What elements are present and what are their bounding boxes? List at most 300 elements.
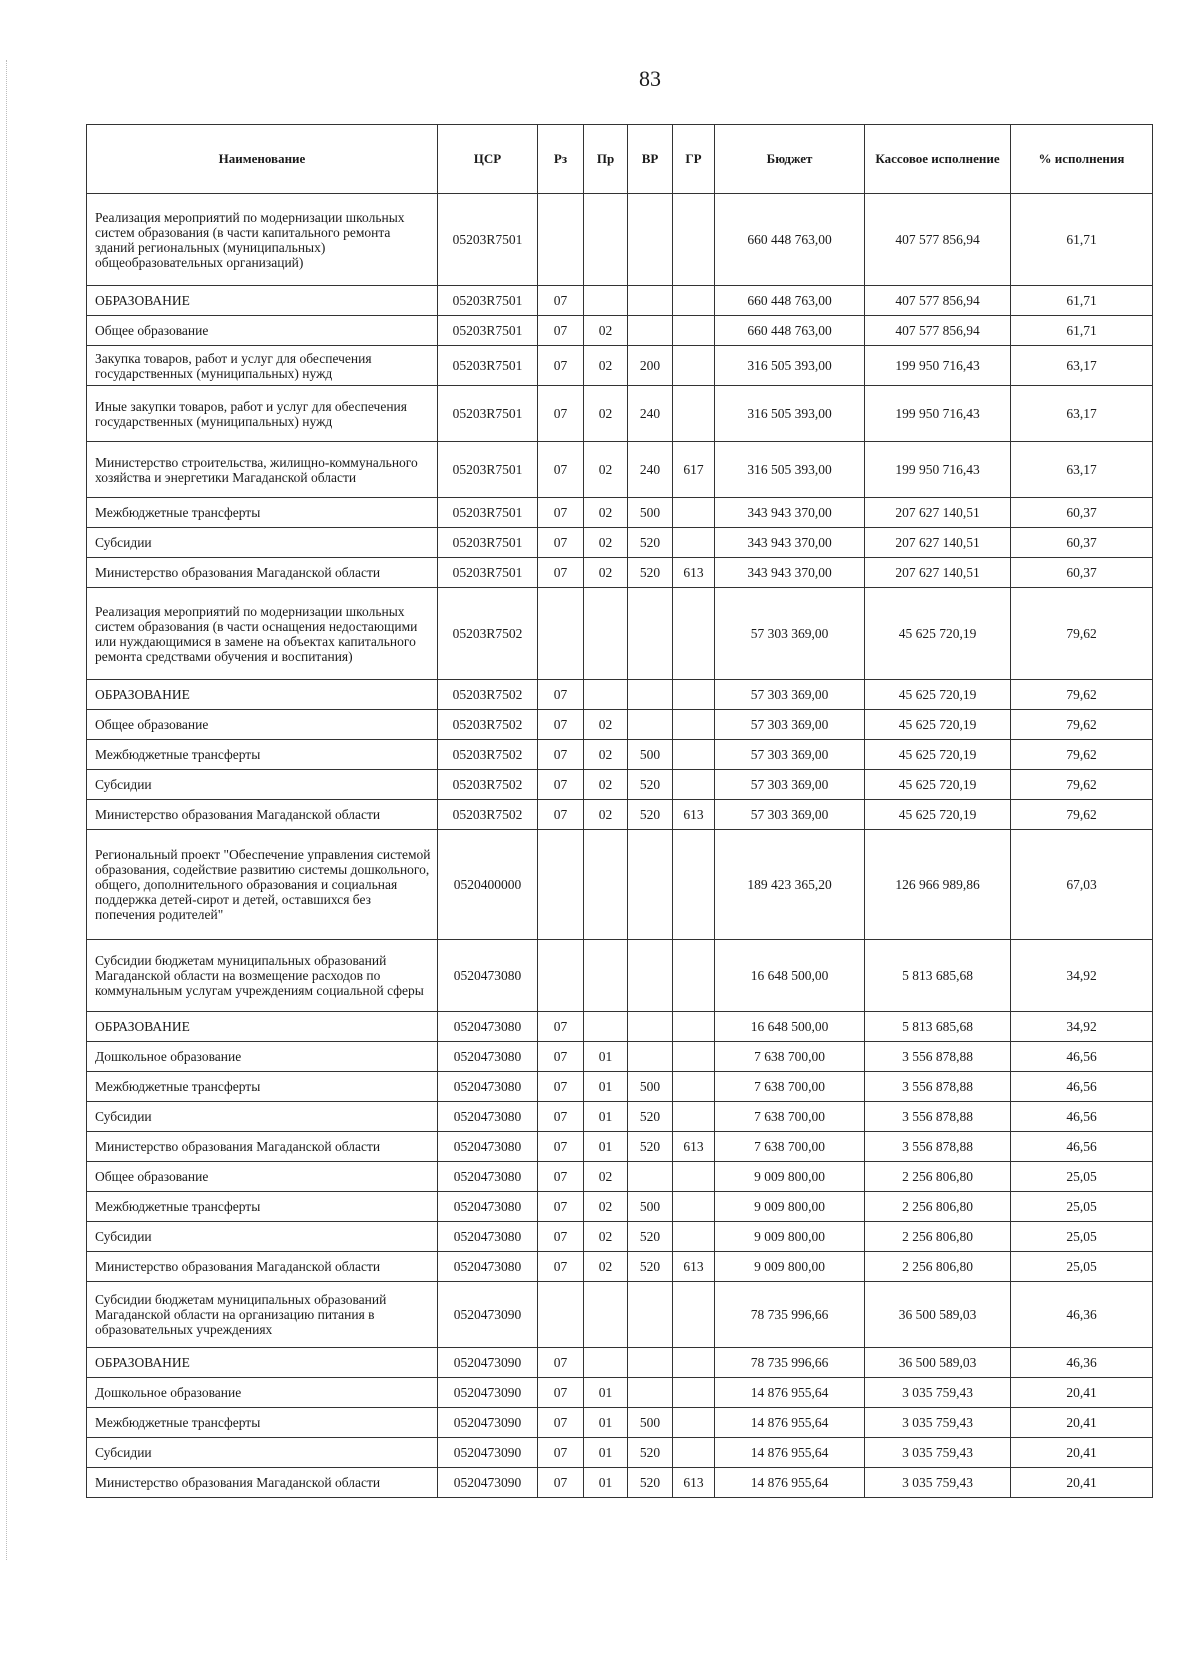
row-name: Межбюджетные трансферты [87,1072,438,1102]
row-pr: 02 [584,558,628,588]
row-gr [673,1408,715,1438]
row-percent-execution: 61,71 [1011,286,1153,316]
row-gr [673,770,715,800]
row-percent-execution: 63,17 [1011,442,1153,498]
row-csr: 05203R7502 [438,740,538,770]
row-rz: 07 [538,740,584,770]
row-rz [538,1282,584,1348]
row-name: Субсидии [87,770,438,800]
row-percent-execution: 60,37 [1011,558,1153,588]
row-gr [673,588,715,680]
row-csr: 05203R7501 [438,498,538,528]
row-rz: 07 [538,1222,584,1252]
row-rz: 07 [538,1468,584,1498]
row-budget: 343 943 370,00 [715,528,865,558]
row-rz: 07 [538,1132,584,1162]
row-rz [538,588,584,680]
row-pr [584,286,628,316]
row-cash-execution: 45 625 720,19 [865,680,1011,710]
header-percent-execution: % исполнения [1011,125,1153,194]
row-name: Дошкольное образование [87,1378,438,1408]
row-rz: 07 [538,528,584,558]
row-budget: 57 303 369,00 [715,588,865,680]
table-row [87,498,1153,528]
row-budget: 316 505 393,00 [715,442,865,498]
row-percent-execution: 60,37 [1011,528,1153,558]
table-row [87,1282,1153,1348]
row-pr: 01 [584,1042,628,1072]
row-gr [673,1282,715,1348]
row-vr: 520 [628,800,673,830]
table-row [87,1162,1153,1192]
row-rz: 07 [538,1438,584,1468]
row-vr [628,1348,673,1378]
row-vr: 500 [628,740,673,770]
header-budget: Бюджет [715,125,865,194]
row-name: Межбюджетные трансферты [87,498,438,528]
header-rz: Рз [538,125,584,194]
row-percent-execution: 46,56 [1011,1042,1153,1072]
row-pr: 02 [584,528,628,558]
table-row [87,588,1153,680]
row-vr: 520 [628,1132,673,1162]
row-percent-execution: 63,17 [1011,386,1153,442]
row-csr: 05203R7501 [438,528,538,558]
row-cash-execution: 3 035 759,43 [865,1438,1011,1468]
row-vr: 520 [628,558,673,588]
row-cash-execution: 207 627 140,51 [865,528,1011,558]
table-row [87,1072,1153,1102]
row-budget: 343 943 370,00 [715,558,865,588]
row-cash-execution: 36 500 589,03 [865,1348,1011,1378]
row-name: Министерство образования Магаданской области [87,1132,438,1162]
row-rz: 07 [538,1072,584,1102]
header-vr: ВР [628,125,673,194]
row-cash-execution: 3 035 759,43 [865,1468,1011,1498]
row-name: Реализация мероприятий по модернизации школьных систем образования (в части капитального ремонта зданий региональных (муниципальных) общеобразовательных организаций) [87,194,438,286]
table-row [87,286,1153,316]
row-csr: 0520473080 [438,1042,538,1072]
table-row [87,1132,1153,1162]
row-gr [673,830,715,940]
row-name: Субсидии [87,1438,438,1468]
row-csr: 0520473090 [438,1438,538,1468]
row-vr [628,1378,673,1408]
row-cash-execution: 407 577 856,94 [865,286,1011,316]
row-csr: 0520473090 [438,1348,538,1378]
row-percent-execution: 46,56 [1011,1132,1153,1162]
table-row [87,442,1153,498]
row-pr: 02 [584,346,628,386]
header-name: Наименование [87,125,438,194]
row-name: Межбюджетные трансферты [87,1408,438,1438]
row-vr: 500 [628,498,673,528]
row-percent-execution: 20,41 [1011,1378,1153,1408]
row-csr: 05203R7502 [438,588,538,680]
row-vr [628,588,673,680]
row-pr: 01 [584,1438,628,1468]
row-name: Общее образование [87,316,438,346]
row-cash-execution: 207 627 140,51 [865,558,1011,588]
row-csr: 05203R7501 [438,316,538,346]
row-gr [673,194,715,286]
table-row [87,1042,1153,1072]
row-gr [673,740,715,770]
row-pr [584,1012,628,1042]
row-budget: 189 423 365,20 [715,830,865,940]
row-cash-execution: 45 625 720,19 [865,800,1011,830]
row-cash-execution: 45 625 720,19 [865,710,1011,740]
row-cash-execution: 2 256 806,80 [865,1162,1011,1192]
row-pr [584,194,628,286]
row-cash-execution: 3 035 759,43 [865,1408,1011,1438]
row-pr: 02 [584,442,628,498]
table-row [87,710,1153,740]
row-gr [673,286,715,316]
row-rz: 07 [538,1408,584,1438]
table-row [87,1408,1153,1438]
row-percent-execution: 34,92 [1011,1012,1153,1042]
row-percent-execution: 25,05 [1011,1222,1153,1252]
row-pr: 02 [584,740,628,770]
row-csr: 0520473090 [438,1282,538,1348]
row-gr [673,528,715,558]
row-name: Региональный проект "Обеспечение управления системой образования, содействие развитию системы дошкольного, общего, дополнительного образования и социальная поддержка детей-сирот и детей, оставшихся без попечения родителей" [87,830,438,940]
row-name: Реализация мероприятий по модернизации школьных систем образования (в части оснащения недостающими или нуждающимися в замене на объектах капитального ремонта средствами обучения и воспитания) [87,588,438,680]
row-cash-execution: 2 256 806,80 [865,1252,1011,1282]
table-row [87,800,1153,830]
row-pr [584,830,628,940]
row-pr: 01 [584,1408,628,1438]
row-name: Субсидии [87,528,438,558]
header-csr: ЦСР [438,125,538,194]
table-row [87,1438,1153,1468]
row-csr: 0520473080 [438,940,538,1012]
row-csr: 05203R7501 [438,386,538,442]
row-pr: 02 [584,498,628,528]
row-name: Закупка товаров, работ и услуг для обеспечения государственных (муниципальных) нужд [87,346,438,386]
row-rz: 07 [538,346,584,386]
row-gr [673,1072,715,1102]
row-name: Министерство образования Магаданской области [87,1468,438,1498]
row-percent-execution: 46,36 [1011,1348,1153,1378]
row-pr: 02 [584,1222,628,1252]
row-budget: 57 303 369,00 [715,710,865,740]
row-budget: 78 735 996,66 [715,1282,865,1348]
table-header [87,125,1153,194]
table-body [87,194,1153,1498]
row-name: Субсидии [87,1222,438,1252]
row-pr [584,1348,628,1378]
table-row [87,830,1153,940]
row-gr [673,1378,715,1408]
row-budget: 7 638 700,00 [715,1102,865,1132]
row-percent-execution: 20,41 [1011,1468,1153,1498]
row-gr [673,498,715,528]
row-gr: 613 [673,800,715,830]
row-vr [628,1042,673,1072]
row-cash-execution: 3 556 878,88 [865,1042,1011,1072]
header-row [87,125,1153,194]
row-budget: 660 448 763,00 [715,286,865,316]
row-pr: 01 [584,1132,628,1162]
budget-execution-table [86,124,1153,1498]
row-name: Субсидии [87,1102,438,1132]
row-gr [673,1162,715,1192]
row-csr: 05203R7501 [438,194,538,286]
row-vr [628,1012,673,1042]
row-vr: 500 [628,1408,673,1438]
row-budget: 7 638 700,00 [715,1072,865,1102]
table-row [87,740,1153,770]
row-cash-execution: 45 625 720,19 [865,740,1011,770]
row-gr [673,316,715,346]
row-vr: 520 [628,1468,673,1498]
row-vr: 240 [628,442,673,498]
row-pr: 02 [584,1252,628,1282]
row-percent-execution: 60,37 [1011,498,1153,528]
row-vr: 520 [628,1252,673,1282]
row-rz: 07 [538,558,584,588]
row-name: Дошкольное образование [87,1042,438,1072]
row-cash-execution: 199 950 716,43 [865,442,1011,498]
row-vr [628,194,673,286]
table-row [87,346,1153,386]
row-rz: 07 [538,1042,584,1072]
row-cash-execution: 407 577 856,94 [865,194,1011,286]
page-number: 83 [639,66,661,91]
row-vr: 500 [628,1192,673,1222]
row-percent-execution: 67,03 [1011,830,1153,940]
row-csr: 0520473090 [438,1468,538,1498]
row-pr [584,588,628,680]
row-pr: 02 [584,1192,628,1222]
row-rz: 07 [538,386,584,442]
row-name: Иные закупки товаров, работ и услуг для обеспечения государственных (муниципальных) нужд [87,386,438,442]
table-row [87,1192,1153,1222]
row-percent-execution: 61,71 [1011,316,1153,346]
row-budget: 57 303 369,00 [715,680,865,710]
row-name: Субсидии бюджетам муниципальных образований Магаданской области на организацию питания в образовательных учреждениях [87,1282,438,1348]
row-cash-execution: 5 813 685,68 [865,1012,1011,1042]
budget-table-container [86,124,1152,1498]
row-percent-execution: 46,36 [1011,1282,1153,1348]
row-csr: 0520400000 [438,830,538,940]
row-cash-execution: 126 966 989,86 [865,830,1011,940]
row-pr: 01 [584,1378,628,1408]
table-row [87,770,1153,800]
row-budget: 7 638 700,00 [715,1042,865,1072]
row-cash-execution: 36 500 589,03 [865,1282,1011,1348]
row-vr: 520 [628,1222,673,1252]
row-cash-execution: 5 813 685,68 [865,940,1011,1012]
row-percent-execution: 46,56 [1011,1072,1153,1102]
row-name: ОБРАЗОВАНИЕ [87,1012,438,1042]
row-cash-execution: 3 556 878,88 [865,1132,1011,1162]
row-vr: 240 [628,386,673,442]
row-name: Министерство образования Магаданской области [87,1252,438,1282]
row-budget: 7 638 700,00 [715,1132,865,1162]
row-csr: 05203R7501 [438,442,538,498]
row-budget: 78 735 996,66 [715,1348,865,1378]
row-budget: 16 648 500,00 [715,1012,865,1042]
row-rz: 07 [538,1192,584,1222]
row-cash-execution: 199 950 716,43 [865,386,1011,442]
row-percent-execution: 79,62 [1011,710,1153,740]
row-budget: 14 876 955,64 [715,1408,865,1438]
row-vr: 200 [628,346,673,386]
row-gr: 613 [673,1132,715,1162]
row-gr [673,1012,715,1042]
row-cash-execution: 45 625 720,19 [865,770,1011,800]
row-csr: 05203R7502 [438,800,538,830]
row-rz: 07 [538,800,584,830]
row-name: Министерство образования Магаданской области [87,800,438,830]
table-row [87,386,1153,442]
row-budget: 57 303 369,00 [715,740,865,770]
row-name: ОБРАЗОВАНИЕ [87,286,438,316]
row-rz: 07 [538,680,584,710]
header-cash-execution: Кассовое исполнение [865,125,1011,194]
row-percent-execution: 79,62 [1011,800,1153,830]
row-percent-execution: 79,62 [1011,740,1153,770]
row-rz: 07 [538,1378,584,1408]
row-rz [538,830,584,940]
row-name: Межбюджетные трансферты [87,740,438,770]
row-cash-execution: 3 556 878,88 [865,1072,1011,1102]
row-percent-execution: 46,56 [1011,1102,1153,1132]
row-name: Межбюджетные трансферты [87,1192,438,1222]
row-budget: 9 009 800,00 [715,1252,865,1282]
row-csr: 0520473080 [438,1162,538,1192]
row-name: Общее образование [87,710,438,740]
row-budget: 16 648 500,00 [715,940,865,1012]
row-gr: 617 [673,442,715,498]
row-cash-execution: 407 577 856,94 [865,316,1011,346]
table-row [87,1102,1153,1132]
row-rz: 07 [538,1348,584,1378]
row-rz: 07 [538,442,584,498]
row-vr: 520 [628,770,673,800]
row-csr: 0520473080 [438,1192,538,1222]
row-pr: 02 [584,710,628,740]
row-rz [538,194,584,286]
row-csr: 05203R7502 [438,680,538,710]
row-budget: 57 303 369,00 [715,770,865,800]
row-vr [628,286,673,316]
row-csr: 0520473080 [438,1102,538,1132]
row-percent-execution: 61,71 [1011,194,1153,286]
table-row [87,1378,1153,1408]
row-gr [673,1102,715,1132]
row-gr [673,1192,715,1222]
row-cash-execution: 2 256 806,80 [865,1222,1011,1252]
row-name: Министерство образования Магаданской области [87,558,438,588]
row-cash-execution: 3 556 878,88 [865,1102,1011,1132]
row-name: ОБРАЗОВАНИЕ [87,680,438,710]
row-csr: 05203R7501 [438,558,538,588]
row-pr: 02 [584,386,628,442]
row-percent-execution: 20,41 [1011,1408,1153,1438]
row-gr [673,1222,715,1252]
row-pr: 01 [584,1072,628,1102]
row-budget: 9 009 800,00 [715,1162,865,1192]
row-vr: 500 [628,1072,673,1102]
header-gr: ГР [673,125,715,194]
row-csr: 05203R7502 [438,710,538,740]
row-pr [584,1282,628,1348]
row-pr: 01 [584,1468,628,1498]
row-csr: 0520473090 [438,1378,538,1408]
scan-edge-marks [6,60,9,1560]
table-row [87,1222,1153,1252]
row-vr [628,1282,673,1348]
row-csr: 0520473090 [438,1408,538,1438]
row-cash-execution: 45 625 720,19 [865,588,1011,680]
row-pr: 01 [584,1102,628,1132]
row-pr: 02 [584,316,628,346]
row-name: ОБРАЗОВАНИЕ [87,1348,438,1378]
row-name: Общее образование [87,1162,438,1192]
row-vr [628,940,673,1012]
row-gr [673,1438,715,1468]
row-gr [673,346,715,386]
row-rz: 07 [538,286,584,316]
row-budget: 14 876 955,64 [715,1468,865,1498]
row-gr [673,710,715,740]
row-percent-execution: 63,17 [1011,346,1153,386]
row-vr: 520 [628,1102,673,1132]
row-gr: 613 [673,1252,715,1282]
row-pr [584,680,628,710]
row-csr: 0520473080 [438,1072,538,1102]
row-gr [673,386,715,442]
row-percent-execution: 79,62 [1011,588,1153,680]
row-budget: 316 505 393,00 [715,386,865,442]
row-gr [673,940,715,1012]
row-budget: 660 448 763,00 [715,194,865,286]
row-vr [628,710,673,740]
row-cash-execution: 199 950 716,43 [865,346,1011,386]
row-rz [538,940,584,1012]
table-row [87,940,1153,1012]
row-rz: 07 [538,498,584,528]
row-budget: 14 876 955,64 [715,1378,865,1408]
row-rz: 07 [538,1252,584,1282]
row-budget: 343 943 370,00 [715,498,865,528]
row-percent-execution: 79,62 [1011,770,1153,800]
row-vr [628,1162,673,1192]
row-pr: 02 [584,1162,628,1192]
row-cash-execution: 2 256 806,80 [865,1192,1011,1222]
row-pr: 02 [584,770,628,800]
row-rz: 07 [538,316,584,346]
row-percent-execution: 34,92 [1011,940,1153,1012]
row-gr: 613 [673,558,715,588]
row-pr [584,940,628,1012]
row-rz: 07 [538,770,584,800]
row-gr [673,680,715,710]
table-row [87,558,1153,588]
row-percent-execution: 25,05 [1011,1192,1153,1222]
row-vr [628,680,673,710]
row-budget: 57 303 369,00 [715,800,865,830]
table-row [87,1468,1153,1498]
row-vr [628,830,673,940]
table-row [87,1348,1153,1378]
header-pr: Пр [584,125,628,194]
row-vr [628,316,673,346]
